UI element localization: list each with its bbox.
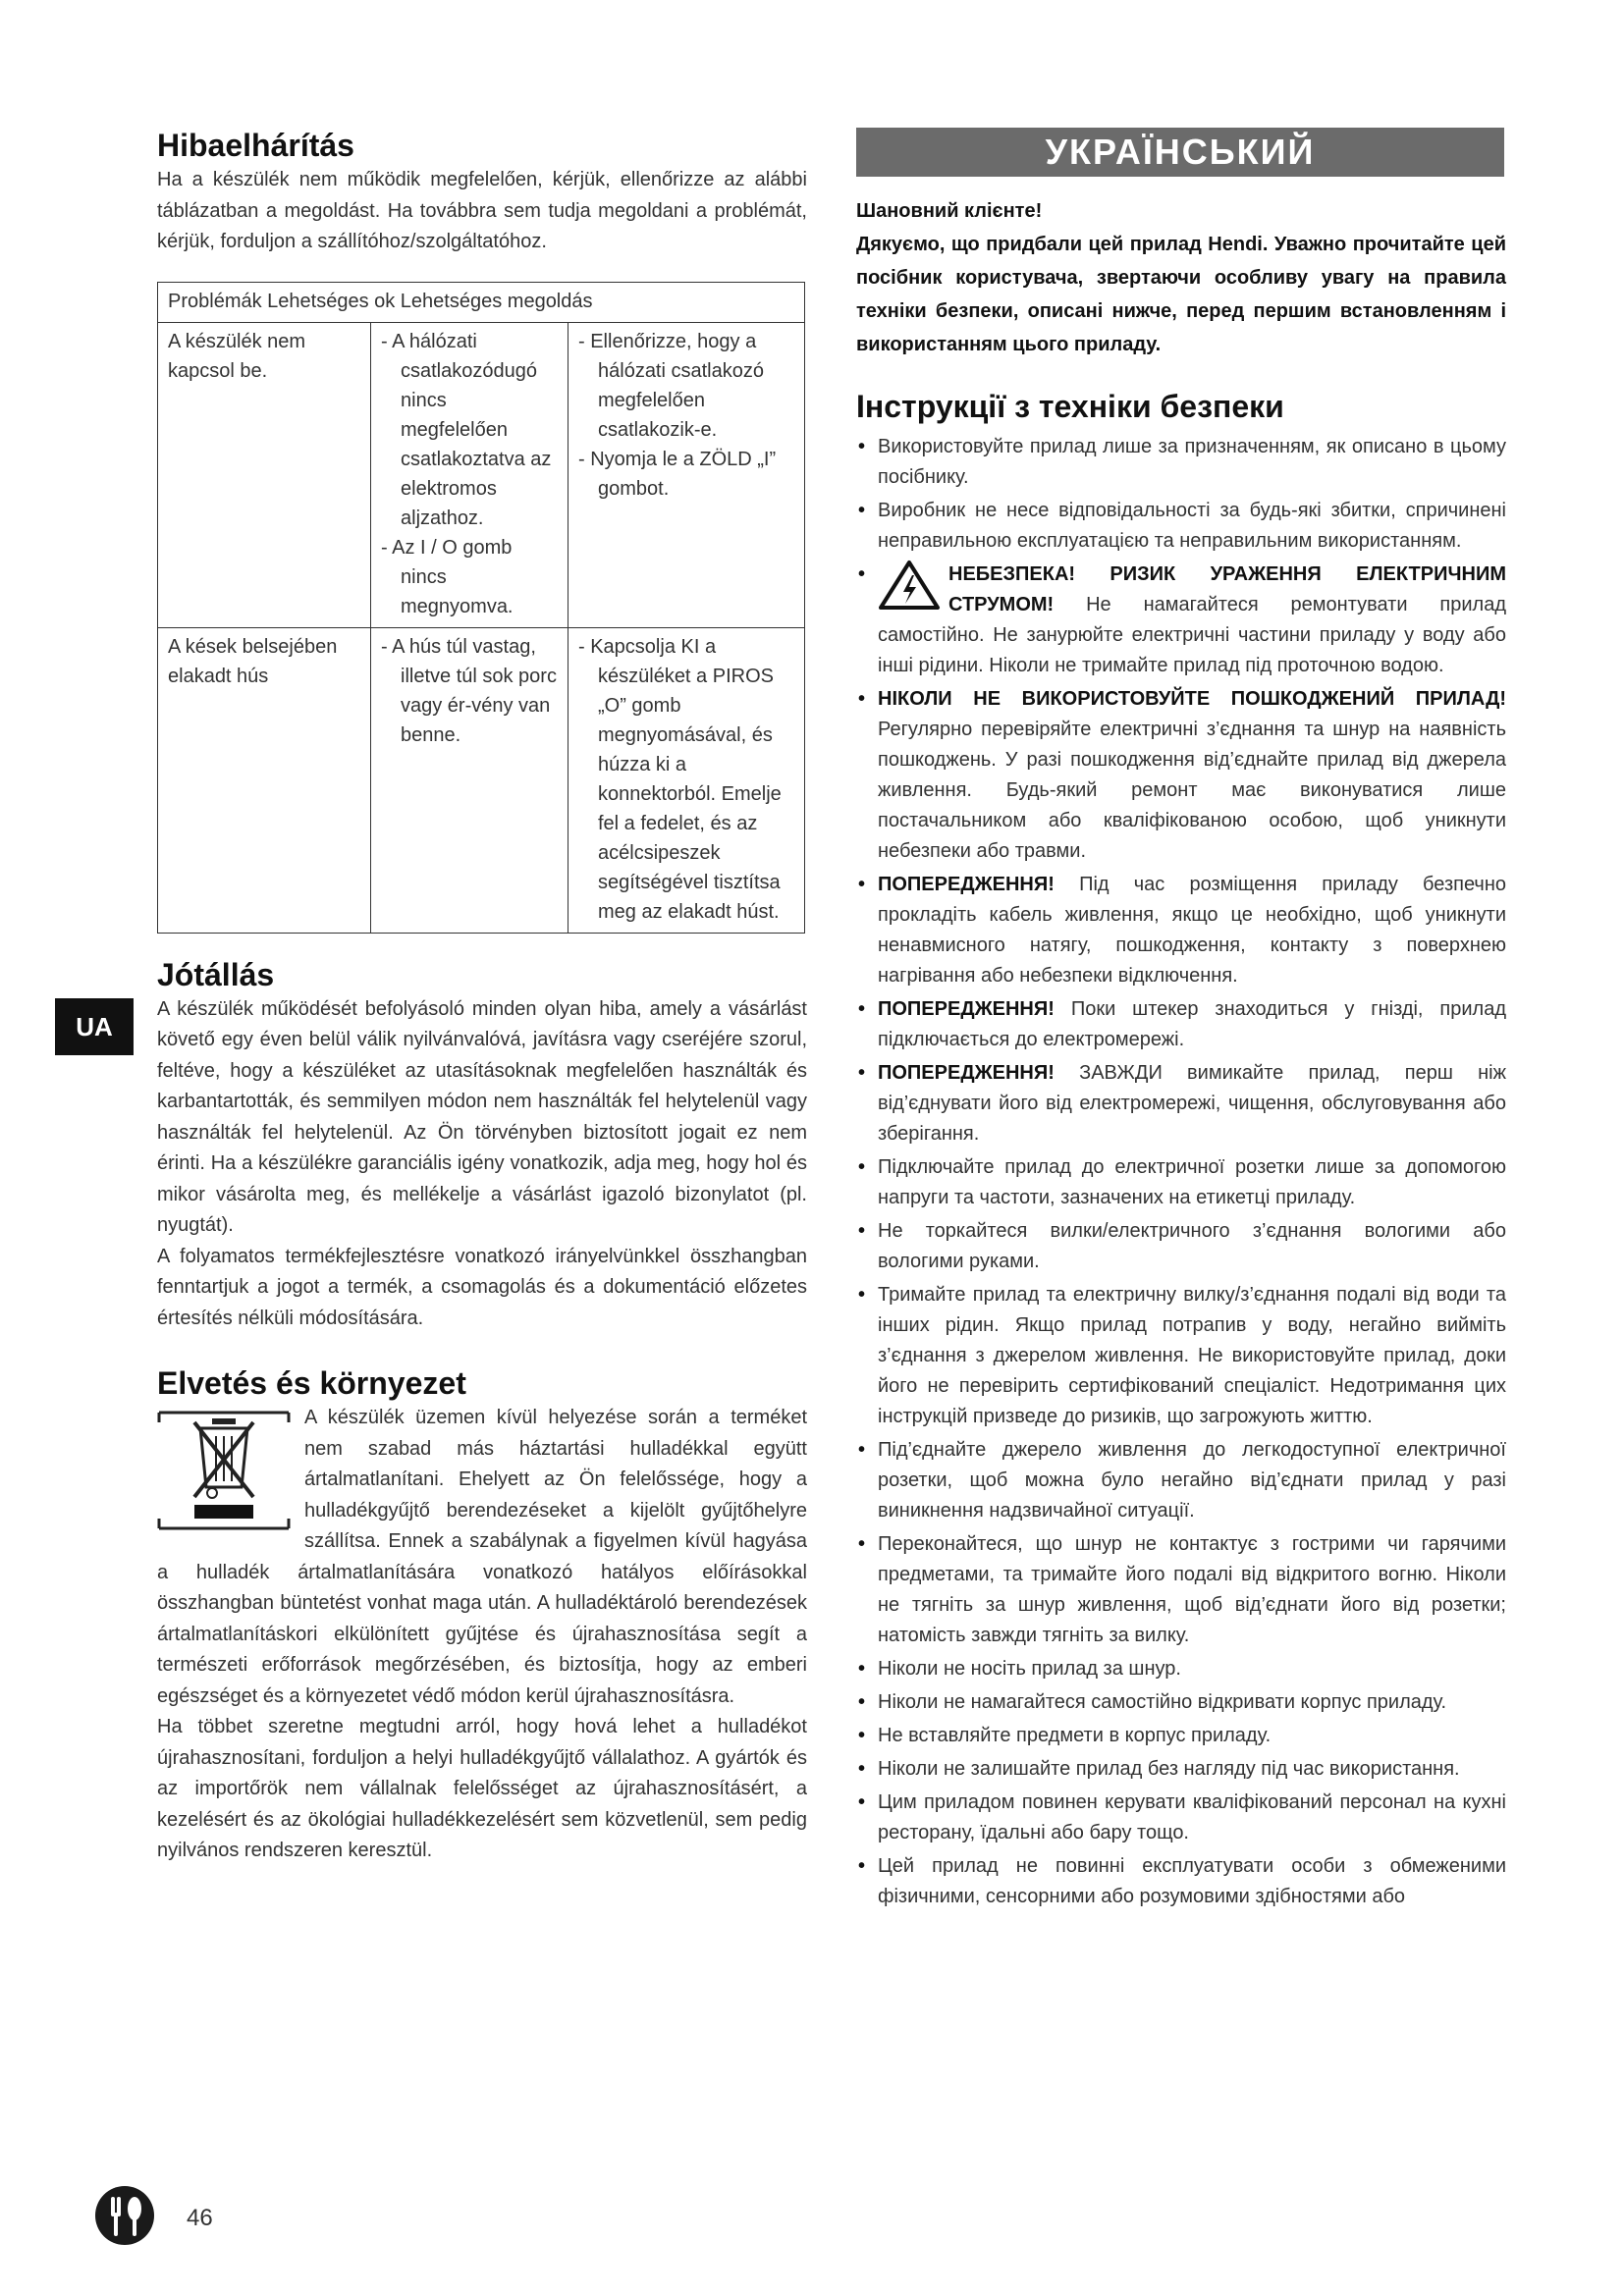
safety-item <box>856 1754 1506 1785</box>
safety-item <box>856 1058 1506 1149</box>
safety-item-text: Не намагайтеся ремонтувати прилад самостійно. Не занурюйте електричні частини приладу у воду або інші рідини. Ніколи не тримайте прилад під проточною водою. <box>878 594 1506 676</box>
safety-item-text: Не вставляйте предмети в корпус приладу. <box>878 1725 1272 1746</box>
safety-item-text: Регулярно перевіряйте електричні з’єднання та шнур на наявність пошкоджень. У разі пошкодження від’єднайте прилад від джерела живлення. Будь-який ремонт має виконуватися лише постачальником або кваліфікованою особою, щоб уникнути небезпеки або травми. <box>878 719 1506 862</box>
troubleshooting-title: Hibaelhárítás <box>157 128 354 163</box>
safety-item <box>856 560 1506 681</box>
troubleshooting-intro: Ha a készülék nem működik megfelelően, kérjük, ellenőrizze az alábbi táblázatban a megoldást. Ha továbbra sem tudja megoldani a problémát, kérjük, forduljon a szállítóhoz/szolgáltatóhoz. <box>157 169 807 252</box>
safety-item <box>856 684 1506 867</box>
greeting: Шановний клієнте! <box>856 200 1043 222</box>
disposal-title: Elvetés és környezet <box>157 1365 466 1401</box>
safety-item <box>856 1654 1506 1684</box>
warranty-paragraph-1: A készülék működését befolyásoló minden olyan hiba, amely a vásárlást követő egy éven belül válik nyilvánvalóvá, javításra vagy cseréjére szorul, feltéve, hogy a készüléket az utasításoknak megfelelően használták és karbantartották, és semmilyen módon nem használták fel helytelenül vagy használták fel helytelenül. Az Ön törvényben biztosított jogait ez nem érinti. Ha a készülékre garanciális igény vonatkozik, adja meg, hogy hol és mikor vásárolta meg, és mellékelje a vásárlást igazoló bizonylatot (pl. nyugtát). <box>157 997 807 1236</box>
safety-item-emphasis: ПОПЕРЕДЖЕННЯ! <box>878 1062 1055 1084</box>
solution-item: - Nyomja le a ZÖLD „I” gombot. <box>578 448 777 500</box>
safety-item <box>856 1851 1506 1912</box>
disposal-paragraph-1: A készülék üzemen kívül helyezése során a terméket nem szabad más háztartási hulladékkal együtt ártalmatlanítani. Ehelyett az Ön felelőssége, hogy a hulladékgyűjtő berendezéseket a kijelölt gyűjtőhelyre szállítsa. Ennek a szabálynak a figyelmen kívül hagyása a hulladék ártalmatlanítására vonatkozó hatályos előírásokkal összhangban büntetést vonhat maga után. A hulladéktároló berendezések ártalmatlanításkori elkülönített gyűjtése és újrahasznosítása segít a természeti erőforrások megőrzésében, és biztosítja, hogy az emberi egészséget és a környezetet védő módon kerül újrahasznosításra. <box>157 1407 807 1707</box>
intro-text: Дякуємо, що придбали цей прилад Hendi. Уважно прочитайте цей посібник користувача, звертаючи особливу увагу на правила техніки безпеки, описані нижче, перед першим встановленням і використанням цього приладу. <box>856 234 1506 355</box>
electric-hazard-icon <box>878 560 941 611</box>
safety-item <box>856 1216 1506 1277</box>
weee-recycle-bin-icon <box>157 1405 291 1532</box>
safety-item-emphasis: НІКОЛИ НЕ ВИКОРИСТОВУЙТЕ ПОШКОДЖЕНИЙ ПРИЛАД! <box>878 688 1506 710</box>
safety-item-text: Цим приладом повинен керувати кваліфікований персонал на кухні ресторану, їдальні або бару тощо. <box>878 1791 1506 1843</box>
safety-item <box>856 496 1506 557</box>
table-row <box>158 627 805 933</box>
solution-cell <box>568 627 805 933</box>
safety-item-text: Ніколи не намагайтеся самостійно відкривати корпус приладу. <box>878 1691 1447 1713</box>
cause-item: - Az I / O gomb nincs megnyomva. <box>381 536 514 617</box>
safety-item-text: Не торкайтеся вилки/електричного з’єднання вологими або вологими руками. <box>878 1220 1506 1272</box>
cause-cell <box>371 322 568 627</box>
safety-title: Інструкції з техніки безпеки <box>856 389 1284 424</box>
safety-item-emphasis: НЕБЕЗПЕКА! РИЗИК УРАЖЕННЯ ЕЛЕКТРИЧНИМ СТРУМОМ! <box>948 563 1506 615</box>
safety-item <box>856 432 1506 493</box>
safety-item-text: Переконайтеся, що шнур не контактує з гострими чи гарячими предметами, та тримайте його подалі від відкритого вогню. Ніколи не тягніть за шнур живлення, щоб від’єднати його від розетки; натомість завжди тягніть за вилку. <box>878 1533 1506 1646</box>
cutlery-logo-icon <box>94 2185 155 2246</box>
safety-item <box>856 1435 1506 1526</box>
table-row <box>158 322 805 627</box>
right-column <box>856 128 1506 1915</box>
table-header-row <box>158 282 805 322</box>
safety-item <box>856 1721 1506 1751</box>
safety-item-text: Під’єднайте джерело живлення до легкодоступної електричної розетки, щоб можна було негайно від’єднати прилад у разі виникнення надзвичайної ситуації. <box>878 1439 1506 1522</box>
safety-item <box>856 1529 1506 1651</box>
cause-item: - A hálózati csatlakozódugó nincs megfelelően csatlakoztatva az elektromos aljzathoz. <box>381 330 552 529</box>
problem-cell: A készülék nem kapcsol be. <box>158 322 371 627</box>
left-column <box>157 126 807 1867</box>
safety-item <box>856 870 1506 991</box>
safety-item <box>856 994 1506 1055</box>
safety-item-text: Ніколи не носіть прилад за шнур. <box>878 1658 1181 1680</box>
solution-item: - Ellenőrizze, hogy a hálózati csatlakozó megfelelően csatlakozik-e. <box>578 330 764 441</box>
safety-list <box>856 432 1506 1912</box>
solution-item: - Kapcsolja KI a készüléket a PIROS „O” gomb megnyomásával, és húzza ki a konnektorból. Emelje fel a fedelet, és az acélcsipeszek segítségével tisztítsa meg az elakadt húst. <box>578 635 782 923</box>
safety-item-text: Поки штекер знаходиться у гнізді, прилад підключається до електромережі. <box>878 998 1506 1050</box>
safety-item-text: Підключайте прилад до електричної розетки лише за допомогою напруги та частоти, зазначених на етикетці приладу. <box>878 1156 1506 1208</box>
language-tab: UA <box>55 998 134 1055</box>
safety-item <box>856 1687 1506 1718</box>
warranty-title: Jótállás <box>157 956 275 992</box>
safety-item-text: Цей прилад не повинні експлуатувати особи з обмеженими фізичними, сенсорними або розумовими здібностями або <box>878 1855 1506 1907</box>
section-header-ukrainian: УКРАЇНСЬКИЙ <box>856 128 1504 177</box>
safety-item-text: Використовуйте прилад лише за призначенням, як описано в цьому посібнику. <box>878 436 1506 488</box>
page-number: 46 <box>187 2205 213 2231</box>
safety-item <box>856 1152 1506 1213</box>
cause-cell <box>371 627 568 933</box>
solution-cell <box>568 322 805 627</box>
troubleshooting-table <box>157 282 805 934</box>
disposal-block <box>157 1403 807 1867</box>
table-header: Problémák Lehetséges ok Lehetséges megoldás <box>158 282 805 322</box>
disposal-paragraph-2: Ha többet szeretne megtudni arról, hogy hová lehet a hulladékot újrahasznosítani, forduljon a helyi hulladékgyűjtő vállalathoz. A gyártók és az importőrök nem vállalnak felelősséget az újrahasznosításért, a kezelésért és az ökológiai hulladékkezelésért sem közvetlenül, sem pedig nyilvános rendszeren keresztül. <box>157 1716 807 1861</box>
safety-item <box>856 1280 1506 1432</box>
safety-item-text: Виробник не несе відповідальності за будь-які збитки, спричинені неправильною експлуатацією та неправильним використанням. <box>878 500 1506 552</box>
safety-item-text: Ніколи не залишайте прилад без нагляду під час використання. <box>878 1758 1460 1780</box>
safety-item-text: Тримайте прилад та електричну вилку/з’єднання подалі від води та інших рідин. Якщо прилад потрапив у воду, негайно вийміть з’єднання з джерелом живлення. Не використовуйте прилад, доки його не перевірить сертифікований спеціаліст. Недотримання цих інструкцій призведе до ризиків, що загрожують життю. <box>878 1284 1506 1427</box>
safety-item <box>856 1788 1506 1848</box>
safety-item-emphasis: ПОПЕРЕДЖЕННЯ! <box>878 874 1055 895</box>
safety-item-text: Під час розміщення приладу безпечно прокладіть кабель живлення, якщо це необхідно, щоб уникнути ненавмисного натягу, пошкодження, контакту з поверхнею нагрівання або небезпеки відключення. <box>878 874 1506 987</box>
problem-cell: A kések belsejében elakadt hús <box>158 627 371 933</box>
cause-item: - A hús túl vastag, illetve túl sok porc vagy ér-vény van benne. <box>381 635 557 746</box>
safety-item-emphasis: ПОПЕРЕДЖЕННЯ! <box>878 998 1055 1020</box>
warranty-paragraph-2: A folyamatos termékfejlesztésre vonatkozó irányelvünkkel összhangban fenntartjuk a jogot a termék, a csomagolás és a dokumentáció előzetes értesítés nélküli módosítására. <box>157 1245 807 1329</box>
safety-item-text: ЗАВЖДИ вимикайте прилад, перш ніж від’єднувати його від електромережі, чищення, обслуговування або зберігання. <box>878 1062 1506 1145</box>
